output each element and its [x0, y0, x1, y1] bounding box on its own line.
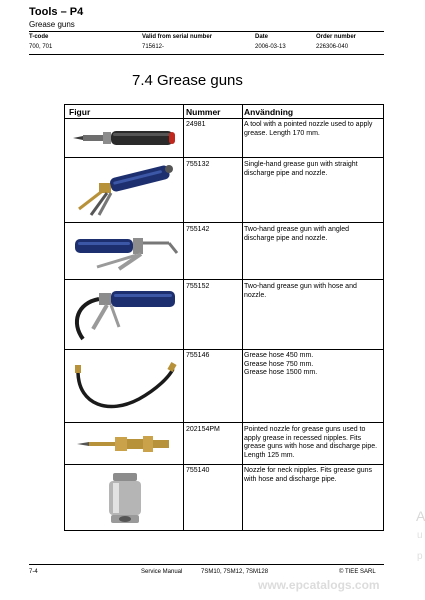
- meta-label-tcode: T-code: [29, 34, 49, 40]
- row-divider: [65, 464, 383, 465]
- header-rule: [29, 31, 384, 32]
- footer-page: 7-4: [29, 569, 38, 575]
- footer-manual: Service Manual: [141, 569, 183, 575]
- part-usage: [244, 352, 380, 378]
- grease-hose-icon: [69, 359, 181, 415]
- footer-copyright: © TIEE SARL: [339, 569, 376, 575]
- row-divider: [65, 422, 383, 423]
- col-divider-1: [183, 105, 184, 530]
- part-number: 755132: [186, 161, 210, 168]
- header-title: Tools – P4: [29, 6, 84, 18]
- part-number: 755152: [186, 283, 210, 290]
- part-number: 202154PM: [186, 426, 220, 433]
- part-number: 755146: [186, 352, 210, 359]
- section-title: 7.4 Grease guns: [132, 72, 243, 89]
- part-number: 755142: [186, 226, 210, 233]
- usage-line: Grease hose 450 mm.: [244, 352, 314, 359]
- meta-label-date: Date: [255, 34, 269, 40]
- part-usage: Two-hand grease gun with hose and nozzle.: [244, 283, 357, 299]
- meta-value-date: 2006-03-13: [255, 44, 286, 50]
- row-divider: [65, 279, 383, 280]
- row-divider: [65, 349, 383, 350]
- col-header-anvandning: Användning: [244, 107, 294, 117]
- meta-value-tcode: 700, 701: [29, 44, 53, 50]
- row-divider: [65, 118, 383, 119]
- part-usage: Pointed nozzle for grease guns used to apply grease in recessed nipples. Fits grease guns with hose and discharge pipe. Length 125 mm.: [244, 426, 378, 459]
- meta-label-order: Order number: [316, 34, 357, 40]
- watermark: www.epcatalogs.com: [258, 578, 380, 592]
- row-divider: [65, 157, 383, 158]
- single-hand-grease-gun-icon: [69, 161, 181, 219]
- usage-line: Grease hose 750 mm.: [244, 360, 314, 368]
- col-divider-2: [242, 105, 243, 530]
- meta-label-serial: Valid from serial number: [142, 34, 213, 40]
- side-mark: u: [417, 530, 423, 541]
- col-header-figur: Figur: [69, 107, 91, 117]
- two-hand-grease-gun-angled-icon: [69, 227, 181, 275]
- footer-rule: [29, 564, 384, 565]
- part-number: 24981: [186, 121, 206, 128]
- side-mark: p: [417, 551, 423, 562]
- col-header-nummer: Nummer: [186, 107, 221, 117]
- part-usage: Nozzle for neck nipples. Fits grease guns with hose and discharge pipe.: [244, 467, 373, 483]
- neck-nipple-nozzle-icon: [69, 471, 181, 527]
- header-rule-bottom: [29, 54, 384, 55]
- tools-table: [64, 104, 384, 531]
- header-subtitle: Grease guns: [29, 20, 75, 29]
- meta-value-order: 226306-040: [316, 44, 349, 50]
- pointed-nozzle-icon: [69, 429, 181, 459]
- part-usage: Single-hand grease gun with straight discharge pipe and nozzle.: [244, 161, 358, 177]
- pointed-grease-tool-icon: [69, 125, 181, 151]
- side-mark: A: [416, 508, 425, 524]
- row-divider: [65, 222, 383, 223]
- part-number: 755140: [186, 467, 210, 474]
- meta-value-serial: 715612-: [142, 44, 165, 50]
- part-usage: A tool with a pointed nozzle used to apply grease. Length 170 mm.: [244, 121, 373, 137]
- usage-line: Grease hose 1500 mm.: [244, 369, 318, 376]
- footer-models: 7SM10, 7SM12, 7SM128: [201, 569, 269, 575]
- part-usage: Two-hand grease gun with angled discharge pipe and nozzle.: [244, 226, 350, 242]
- two-hand-grease-gun-hose-icon: [69, 283, 181, 345]
